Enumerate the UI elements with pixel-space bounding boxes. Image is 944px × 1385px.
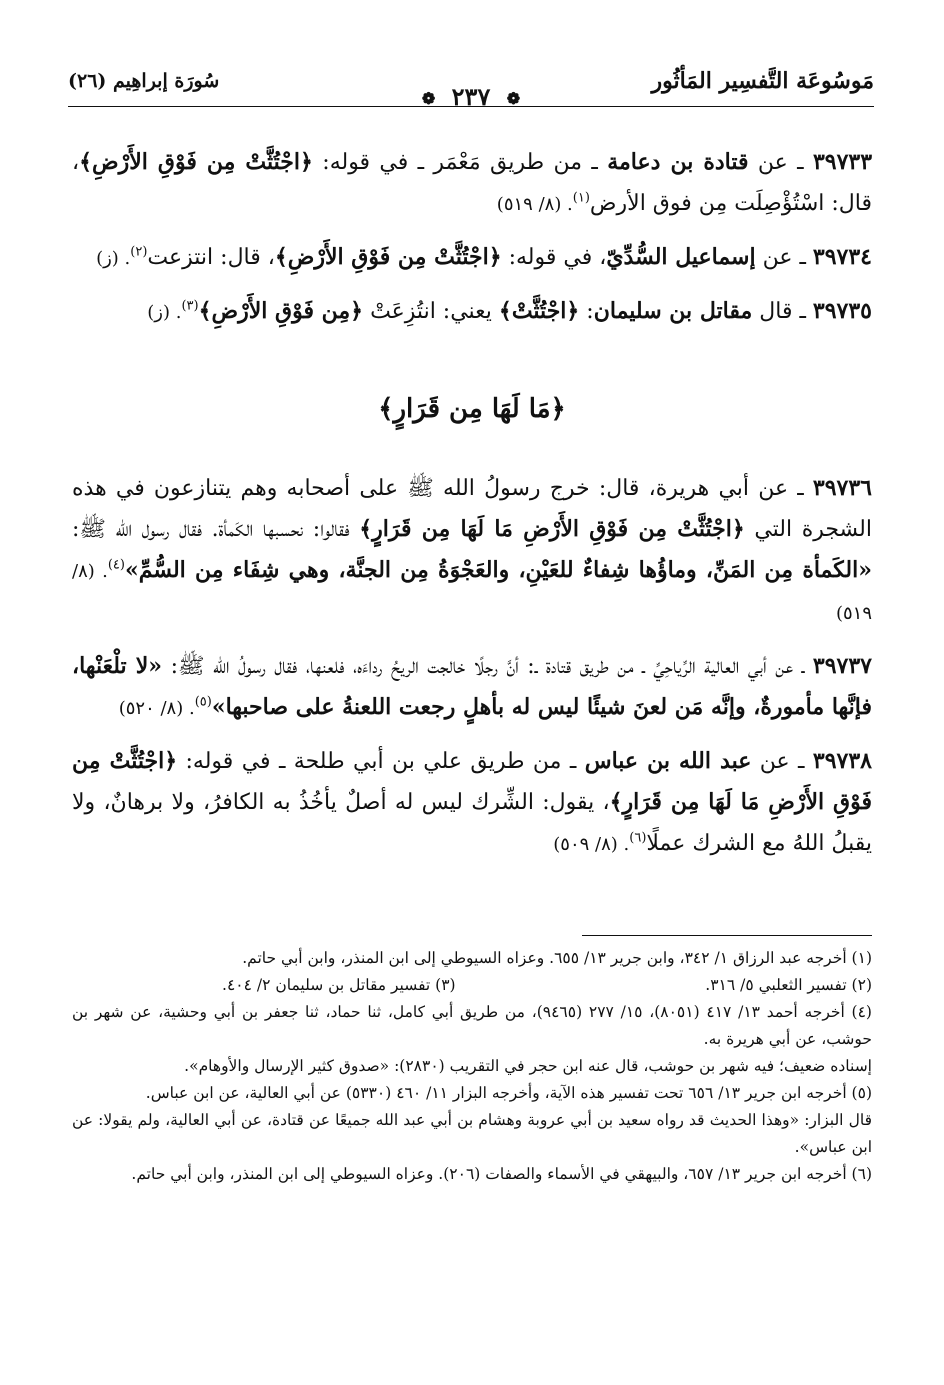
footnote-marker: (٦) — [629, 830, 647, 846]
entry-number: ٣٩٧٣٨ — [812, 748, 872, 774]
footnote-row — [72, 972, 872, 999]
footnote-marker: (٥) — [194, 694, 212, 710]
entry-lead: ـ قال — [759, 299, 806, 324]
entry-39733 — [72, 142, 872, 225]
quran-quote: ﴿اجْتُثَّتْ﴾ — [498, 298, 580, 324]
narrator-name: مقاتل بن سليمان — [593, 298, 753, 324]
quran-quote: ﴿مِن فَوْقِ الأَرْضِ﴾ — [198, 298, 364, 324]
entry-text: ، قال: انتزعت — [147, 245, 275, 270]
main-text — [72, 142, 872, 877]
verse-heading: ﴿مَا لَهَا مِن قَرَارٍ﴾ — [378, 394, 566, 424]
footnote-marker: (٢) — [130, 244, 148, 260]
page-number: ٢٣٧ — [451, 82, 491, 111]
entry-text: : — [586, 299, 594, 324]
ornament-icon: ❁ — [506, 89, 521, 108]
footnotes — [72, 945, 872, 1188]
footnote-marker: (٣) — [181, 298, 199, 314]
volume-reference: . (٨/ ٥٠٩) — [553, 834, 630, 855]
narrator-name: عبد الله بن عباس — [584, 748, 752, 774]
footnote-marker: (١) — [572, 190, 590, 206]
entry-lead: ـ عن — [759, 749, 805, 774]
entry-39737 — [72, 646, 872, 729]
footnote-4: (٤) أخرجه أحمد ١٣/ ٤١٧ (٨٠٥١)، ١٥/ ٢٧٧ (٩٤٦٥)، من طريق أبي كامل، ثنا حماد، ثنا جعفر بن أبي وحشية، عن شهر بن حوشب، عن أبي هريرة به. — [72, 1003, 872, 1048]
page-header — [68, 60, 874, 112]
ornament-icon: ❁ — [421, 89, 436, 108]
entry-number: ٣٩٧٣٤ — [812, 244, 872, 270]
volume-reference: . (ز) — [147, 302, 182, 323]
entry-text: ، قال: اسْتُؤْصِلَت مِن فوق الأرض — [72, 150, 872, 216]
footnote-5-note: قال البزار: «وهذا الحديث قد رواه سعيد بن أبي عروبة وهشام بن أبي عبد الله جميعًا عن قتادة، عن أبي العالية، ولم يقولا: عن ابن عباس». — [72, 1111, 872, 1156]
entry-39736 — [72, 468, 872, 634]
footnote-2: (٢) تفسير الثعلبي ٥/ ٣١٦. — [705, 976, 872, 994]
footnote-4-note: إسناده ضعيف؛ فيه شهر بن حوشب، قال عنه ابن حجر في التقريب (٢٨٣٠): «صدوق كثير الإرسال والأوهام». — [184, 1057, 872, 1075]
entry-text: فقالوا: نحسبها الكَمأة. فقال رسول الله ﷺ: — [72, 517, 350, 542]
footnote-6: (٦) أخرجه ابن جرير ١٣/ ٦٥٧، والبيهقي في الأسماء والصفات (٢٠٦). وعزاه السيوطي إلى ابن المنذر، وابن أبي حاتم. — [131, 1165, 872, 1183]
entry-number: ٣٩٧٣٣ — [812, 149, 873, 175]
entry-number: ٣٩٧٣٧ — [812, 653, 872, 679]
entry-text: يعني: انتُزِعَتْ — [370, 299, 492, 324]
entry-text: ، يقول: الشِّرك ليس له أصلٌ يأخُذُ به الكافرُ، ولا برهانٌ، ولا يقبلُ اللهُ مع الشرك عملًا — [72, 790, 872, 856]
entry-number: ٣٩٧٣٦ — [812, 475, 872, 501]
entry-lead: ـ عن — [757, 150, 804, 175]
narrator-name: قتادة بن دعامة — [607, 149, 749, 175]
entry-text: ـ عن أبي هريرة، قال: خرج رسولُ الله ﷺ على أصحابه وهم يتنازعون في هذه الشجرة التي — [72, 476, 872, 542]
entry-39738 — [72, 741, 872, 865]
volume-reference: . (٨/ ٥٢٠) — [118, 698, 195, 719]
entry-text: ـ عن أبي العالية الرِّياحِيِّ ـ من طريق قتادة ـ: أنَّ رجلًا خالجت الريحُ رداءَه، فلعنها، فقال رسولُ الله ﷺ: — [170, 654, 805, 679]
footnote-divider — [582, 935, 872, 936]
footnote-1: (١) أخرجه عبد الرزاق ١/ ٣٤٢، وابن جرير ١٣/ ٦٥٥. وعزاه السيوطي إلى ابن المنذر، وابن أبي حاتم. — [242, 949, 872, 967]
volume-reference: . (ز) — [96, 248, 131, 269]
footnote-3: (٣) تفسير مقاتل بن سليمان ٢/ ٤٠٤. — [222, 976, 456, 994]
footnote-marker: (٤) — [107, 557, 125, 573]
volume-reference: . (٨/ ٥١٩) — [72, 561, 872, 624]
quran-quote: ﴿اجْتُثَّتْ مِن فَوْقِ الأَرْضِ﴾ — [274, 244, 502, 270]
surah-title: سُورَة إبراهِيم (٢٦) — [68, 70, 220, 92]
quran-quote: ﴿اجْتُثَّتْ مِن فَوْقِ الأَرْضِ مَا لَهَا مِن قَرَارٍ﴾ — [72, 748, 872, 815]
entry-39735 — [72, 291, 872, 333]
narrator-name: إسماعيل السُّدِّيّ — [606, 244, 756, 270]
book-title: مَوسُوعَة التَّفسِير المَأثُور — [651, 68, 874, 94]
entry-text: ـ من طريق مَعْمَر ـ في قوله: — [322, 150, 598, 175]
entry-text: ، في قوله: — [508, 245, 607, 270]
entry-text: ـ من طريق علي بن أبي طلحة ـ في قوله: — [185, 749, 577, 774]
quran-quote: ﴿اجْتُثَّتْ مِن فَوْقِ الأَرْضِ﴾ — [79, 149, 313, 175]
entry-lead: ـ عن — [762, 245, 806, 270]
header-divider — [68, 106, 874, 107]
hadith-text: «الكَمأة مِن المَنِّ، وماؤُها شِفاءٌ للعَيْنِ، والعَجْوَةُ مِن الجنَّة، وهي شِفَاء مِن السُّمِّ» — [124, 557, 872, 583]
volume-reference: . (٨/ ٥١٩) — [496, 194, 573, 215]
entry-number: ٣٩٧٣٥ — [812, 298, 872, 324]
entry-39734 — [72, 237, 872, 279]
hadith-text: «لا تلْعَنْها، فإنَّها مأمورةٌ، وإنَّه مَن لعنَ شيئًا ليس له بأهلٍ رجعت اللعنةُ على صاحبها» — [72, 653, 872, 720]
footnote-5: (٥) أخرجه ابن جرير ١٣/ ٦٥٦ تحت تفسير هذه الآية، وأخرجه البزار ١١/ ٤٦٠ (٥٣٣٠) عن أبي العالية، عن ابن عباس. — [145, 1084, 872, 1102]
quran-quote: ﴿اجْتُثَّتْ مِن فَوْقِ الأَرْضِ مَا لَهَا مِن قَرَارٍ﴾ — [359, 516, 745, 542]
